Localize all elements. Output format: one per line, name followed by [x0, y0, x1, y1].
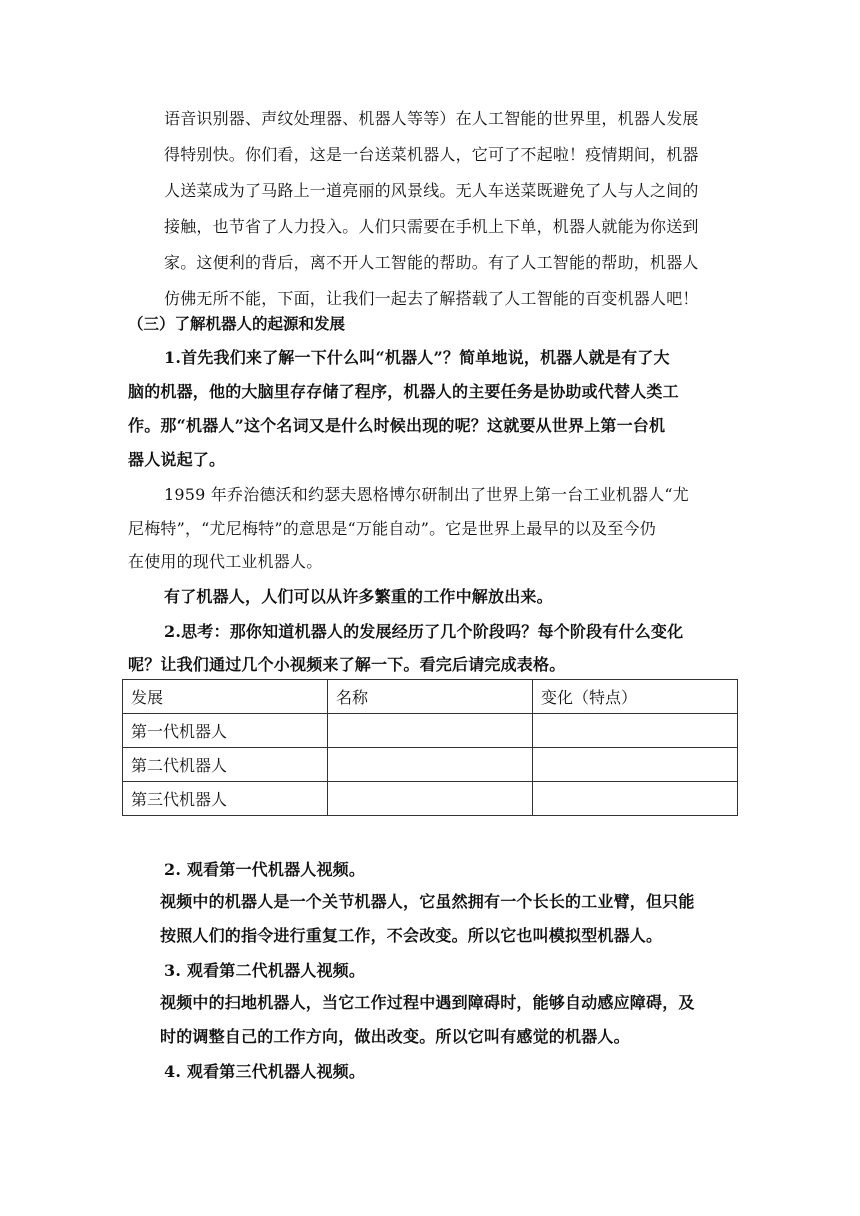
history-line-3: 在使用的现代工业机器人。 — [128, 552, 323, 571]
table-row — [123, 748, 738, 782]
table-row — [123, 782, 738, 816]
video2-title: 3. 观看第二代机器人视频。 — [164, 961, 366, 980]
definition-line-1: 1.首先我们来了解一下什么叫“机器人”？简单地说，机器人就是有了大 — [164, 348, 670, 367]
intro-line-6: 仿佛无所不能，下面，让我们一起去了解搭载了人工智能的百变机器人吧！ — [164, 289, 699, 308]
table-header-cell: 发展 — [123, 680, 328, 714]
table-header-row — [123, 680, 738, 714]
table-cell-blank[interactable] — [533, 748, 738, 782]
table-cell-blank[interactable] — [328, 748, 533, 782]
video1-title: 2. 观看第一代机器人视频。 — [164, 860, 366, 879]
history-line-2: 尼梅特”，“尤尼梅特”的意思是“万能自动”。它是世界上最早的以及至今仍 — [128, 519, 656, 538]
intro-line-4: 接触，也节省了人力投入。人们只需要在手机上下单，机器人就能为你送到 — [164, 217, 699, 236]
section-heading: （三）了解机器人的起源和发展 — [128, 314, 346, 333]
video2-line-1: 视频中的扫地机器人，当它工作过程中遇到障碍时，能够自动感应障碍，及 — [160, 993, 695, 1012]
intro-line-3: 人送菜成为了马路上一道亮丽的风景线。无人车送菜既避免了人与人之间的 — [164, 181, 699, 200]
robot-development-table — [122, 679, 738, 816]
video1-line-1: 视频中的机器人是一个关节机器人，它虽然拥有一个长长的工业臂，但只能 — [160, 892, 695, 911]
table-cell: 第三代机器人 — [123, 782, 328, 816]
liberation-sentence: 有了机器人，人们可以从许多繁重的工作中解放出来。 — [164, 587, 553, 606]
think-line-1: 2.思考：那你知道机器人的发展经历了几个阶段吗？每个阶段有什么变化 — [164, 622, 684, 641]
video3-title: 4. 观看第三代机器人视频。 — [164, 1062, 366, 1081]
table-row — [123, 714, 738, 748]
table-cell: 第二代机器人 — [123, 748, 328, 782]
definition-line-2: 脑的机器，他的大脑里存存储了程序，机器人的主要任务是协助或代替人类工 — [128, 382, 679, 401]
table-cell: 第一代机器人 — [123, 714, 328, 748]
history-line-1: 1959 年乔治德沃和约瑟夫恩格博尔研制出了世界上第一台工业机器人“尤 — [164, 485, 689, 504]
intro-line-2: 得特别快。你们看，这是一台送菜机器人，它可了不起啦！疫情期间，机器 — [164, 145, 699, 164]
intro-line-1: 语音识别器、声纹处理器、机器人等等）在人工智能的世界里，机器人发展 — [164, 109, 699, 128]
definition-line-3: 作。那“机器人”这个名词又是什么时候出现的呢？这就要从世界上第一台机 — [128, 416, 666, 435]
intro-line-5: 家。这便利的背后，离不开人工智能的帮助。有了人工智能的帮助，机器人 — [164, 253, 699, 272]
think-line-2: 呢？让我们通过几个小视频来了解一下。看完后请完成表格。 — [128, 655, 566, 674]
table-cell-blank[interactable] — [328, 782, 533, 816]
table-cell-blank[interactable] — [328, 714, 533, 748]
table-cell-blank[interactable] — [533, 714, 738, 748]
video1-line-2: 按照人们的指令进行重复工作，不会改变。所以它也叫模拟型机器人。 — [160, 926, 663, 945]
table-header-cell: 变化（特点） — [533, 680, 738, 714]
table-header-cell: 名称 — [328, 680, 533, 714]
table-cell-blank[interactable] — [533, 782, 738, 816]
video2-line-2: 时的调整自己的工作方向，做出改变。所以它叫有感觉的机器人。 — [160, 1027, 630, 1046]
definition-line-4: 器人说起了。 — [128, 450, 226, 469]
